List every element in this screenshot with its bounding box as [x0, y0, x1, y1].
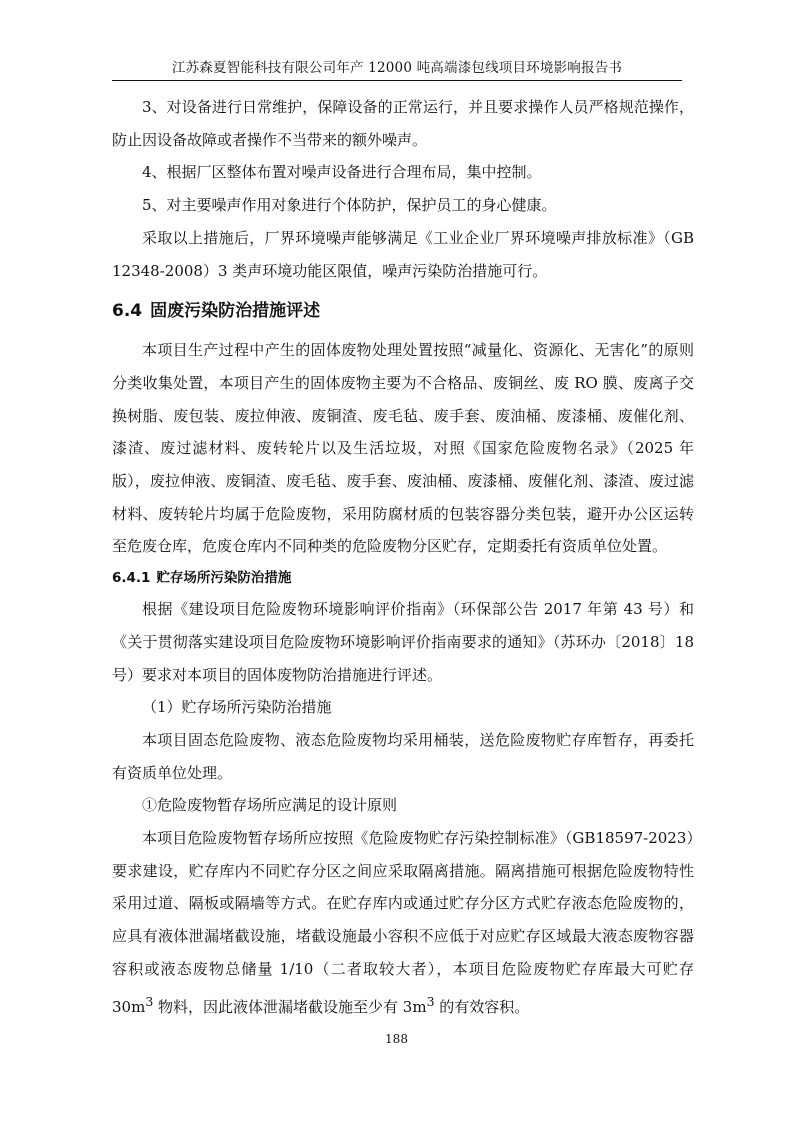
paragraph-design-principle: ①危险废物暂存场所应满足的设计原则: [142, 796, 398, 815]
storage-text-c: 的有效容积。: [434, 997, 530, 1016]
paragraph-storage-standard: [112, 822, 694, 1023]
subsection-number: 6.4.1: [112, 570, 151, 587]
section-heading-6-4-1: [112, 563, 694, 593]
paragraph-layout: 4、根据厂区整体布置对噪声设备进行合理布局，集中控制。: [142, 163, 542, 182]
paragraph-solid-waste: 本项目生产过程中产生的固体废物处理处置按照“减量化、资源化、无害化”的原则分类收集处置，本项目产生的固体废物主要为不合格品、废铜丝、废 RO 膜、废离子交换树脂、废包装、废拉伸液、废铜渣、废毛毡、废手套、废油桶、废漆桶、废催化剂、漆渣、废过滤材料、废转轮片以及生活垃圾，对照《国家危险废物名录》（2025 年版），废拉伸液、废铜渣、废毛毡、废手套、废油桶、废漆桶、废催化剂、漆渣、废过滤材料、废转轮片均属于危险废物，采用防腐材质的包装容器分类包装，避开办公区运转至危废仓库，危废仓库内不同种类的危险废物分区贮存，定期委托有资质单位处置。: [112, 341, 694, 556]
paragraph-maintenance: 3、对设备进行日常维护，保障设备的正常运行，并且要求操作人员严格规范操作，防止因设备故障或者操作不当带来的额外噪声。: [112, 98, 694, 149]
section-number: 6.4: [112, 301, 143, 322]
paragraph-noise-conclusion: 采取以上措施后，厂界环境噪声能够满足《工业企业厂界环境噪声排放标准》（GB 12348-2008）3 类声环境功能区限值，噪声污染防治措施可行。: [112, 228, 694, 280]
superscript-3: 3: [145, 993, 154, 1009]
superscript-3: 3: [426, 993, 435, 1009]
paragraph-guidelines: 根据《建设项目危险废物环境影响评价指南》（环保部公告 2017 年第 43 号）和《关于贯彻落实建设项目危险废物环境影响评价指南要求的通知》（苏环办〔2018〕18 号）要求对本项目的固体废物防治措施进行评述。: [112, 600, 694, 684]
paragraph-protection: 5、对主要噪声作用对象进行个体防护，保护员工的身心健康。: [142, 196, 557, 215]
header-rule: [112, 80, 682, 81]
subsection-title: 贮存场所污染防治措施: [156, 570, 292, 587]
paragraph-barrel-storage: 本项目固态危险废物、液态危险废物均采用桶装，送危险废物贮存库暂存，再委托有资质单位处理。: [112, 730, 694, 782]
storage-text-b: 物料，因此液体泄漏堵截设施至少有 3m: [153, 997, 427, 1016]
running-header: 江苏森夏智能科技有限公司年产 12000 吨高端漆包线项目环境影响报告书: [171, 60, 623, 76]
storage-text-a: 本项目危险废物暂存场所应按照《危险废物贮存污染控制标准》（GB18597-2023）要求建设，贮存库内不同贮存分区之间应采取隔离措施。隔离措施可根据危险废物特性采用过道、隔板或隔墙等方式。在贮存库内或通过贮存分区方式贮存液态危险废物的，应具有液体泄漏堵截设施，堵截设施最小容积不应低于对应贮存区域最大液态废物容器容积或液态废物总储量 1/10（二者取较大者），本项目危险废物贮存库最大可贮存 30m: [112, 829, 694, 1016]
page-body: [112, 90, 694, 1023]
paragraph-item-1: （1）贮存场所污染防治措施: [142, 698, 332, 717]
section-title: 固废污染防治措施评述: [150, 301, 321, 322]
section-heading-6-4: [112, 294, 694, 328]
page-number: 188: [385, 1032, 408, 1046]
